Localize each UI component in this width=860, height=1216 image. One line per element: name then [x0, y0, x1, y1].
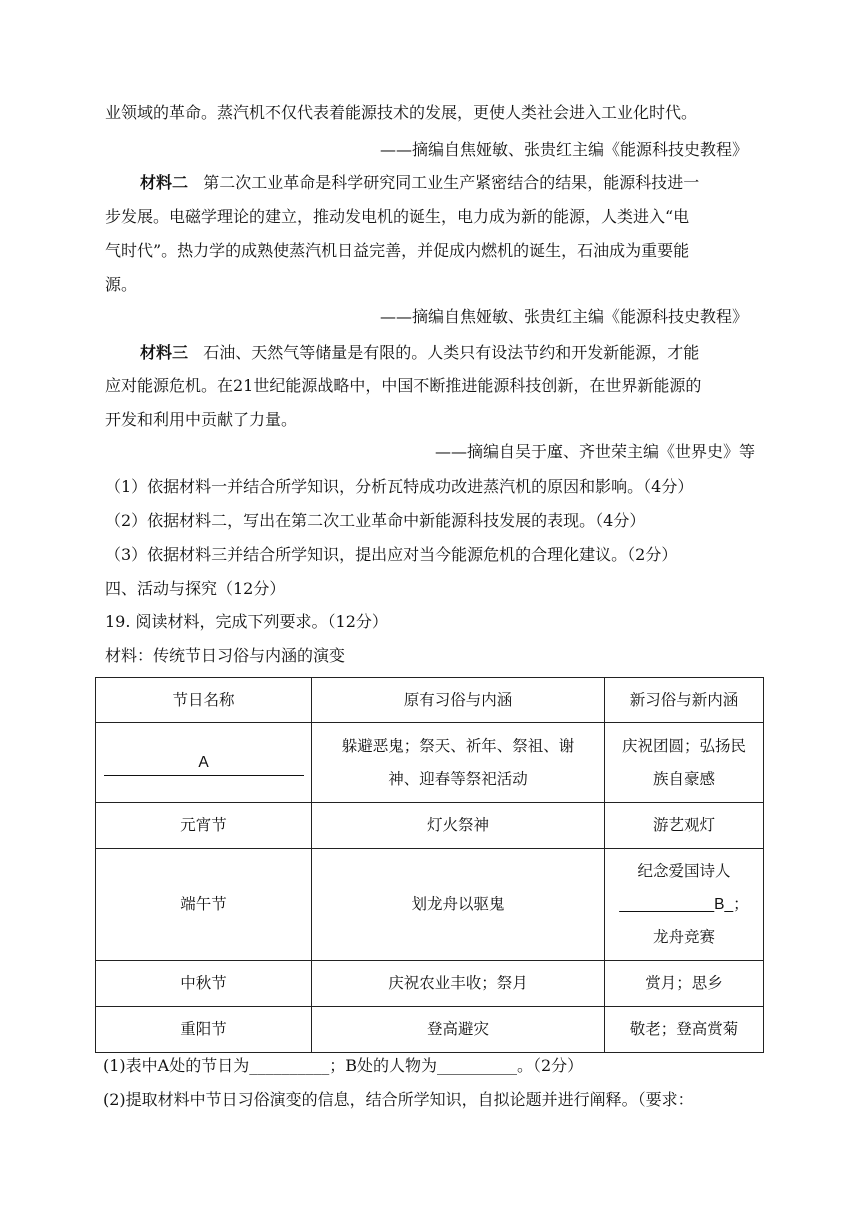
cell-line: 龙舟竞赛 [652, 928, 715, 946]
material3-text: 石油、天然气等储量是有限的。人类只有设法节约和开发新能源，才能 [203, 343, 700, 362]
original-custom-cell [312, 723, 605, 803]
table-row [96, 1007, 764, 1053]
material1-tail: 业领域的革命。蒸汽机不仅代表着能源技术的发展，更使人类社会进入工业化时代。 [105, 103, 698, 122]
original-custom-cell: 庆祝农业丰收；祭月 [312, 961, 605, 1007]
festival-name-cell: 端午节 [96, 849, 312, 961]
new-custom-cell [605, 723, 764, 803]
table-row [96, 961, 764, 1007]
table-header-row [96, 678, 764, 723]
material2-line-4: 源。 [105, 275, 138, 294]
material3-line-2: 应对能源危机。在21世纪能源战略中，中国不断推进能源科技创新，在世界新能源的 [105, 376, 702, 395]
new-custom-cell: 赏月；思乡 [605, 961, 764, 1007]
new-custom-cell: 游艺观灯 [605, 803, 764, 849]
original-custom-cell: 划龙舟以驱鬼 [312, 849, 605, 961]
original-custom-cell: 登高避灾 [312, 1007, 605, 1053]
festival-name-cell: 重阳节 [96, 1007, 312, 1053]
table-row [96, 803, 764, 849]
material3-line-3: 开发和利用中贡献了力量。 [105, 410, 298, 429]
new-custom-cell: 敬老；登高赏菊 [605, 1007, 764, 1053]
material2-source: ——摘编自焦娅敏、张贵红主编《能源科技史教程》 [379, 307, 748, 326]
material3-label: 材料三 [140, 343, 189, 362]
cell-line: 庆祝团圆；弘扬民 [621, 736, 746, 755]
table-header: 原有习俗与内涵 [312, 678, 605, 723]
table-header: 节日名称 [96, 678, 312, 723]
cell-line: 族自豪感 [652, 769, 715, 788]
blank-a: A [104, 751, 304, 776]
material-title: 材料：传统节日习俗与内涵的演变 [105, 646, 346, 665]
question-18-2: （2）依据材料二，写出在第二次工业革命中新能源科技发展的表现。（4分） [105, 511, 646, 530]
festival-name-cell: 元宵节 [96, 803, 312, 849]
material3-line-1 [140, 342, 699, 364]
table-row [96, 723, 764, 803]
material1-source: ——摘编自焦娅敏、张贵红主编《能源科技史教程》 [379, 140, 748, 159]
festival-name-cell [96, 723, 312, 803]
material2-text: 第二次工业革命是科学研究同工业生产紧密结合的结果，能源科技进一 [203, 173, 700, 192]
section-4-heading: 四、活动与探究（12分） [105, 579, 286, 598]
festival-table [95, 677, 764, 1053]
material2-line-1 [140, 172, 699, 194]
material2-line-2: 步发展。电磁学理论的建立，推动发电机的诞生，电力成为新的能源，人类进入“电 [105, 207, 690, 226]
material2-label: 材料二 [140, 173, 189, 192]
table-header: 新习俗与新内涵 [605, 678, 764, 723]
cell-line: 躲避恶鬼；祭天、祈年、祭祖、谢 [341, 736, 575, 755]
blank-b: ___________B_； [619, 896, 749, 913]
material2-line-3: 气时代”。热力学的成熟使蒸汽机日益完善，并促成内燃机的诞生，石油成为重要能 [105, 241, 690, 260]
question-19-2: (2)提取材料中节日习俗演变的信息，结合所学知识，自拟论题并进行阐释。（要求： [103, 1090, 694, 1109]
material3-source: ——摘编自吴于廑、齐世荣主编《世界史》等 [434, 442, 755, 461]
question-18-3: （3）依据材料三并结合所学知识，提出应对当今能源危机的合理化建议。（2分） [105, 545, 678, 564]
question-18-1: （1）依据材料一并结合所学知识，分析瓦特成功改进蒸汽机的原因和影响。（4分） [105, 477, 694, 496]
cell-line: 纪念爱国诗人 [637, 862, 731, 880]
cell-line: 神、迎春等祭祀活动 [388, 769, 528, 788]
question-19-1: (1)表中A处的节日为__________；B处的人物为__________。（2分） [103, 1056, 584, 1075]
festival-name-cell: 中秋节 [96, 961, 312, 1007]
table-row [96, 849, 764, 961]
original-custom-cell: 灯火祭神 [312, 803, 605, 849]
new-custom-cell [605, 849, 764, 961]
question-19: 19. 阅读材料，完成下列要求。（12分） [105, 612, 388, 631]
